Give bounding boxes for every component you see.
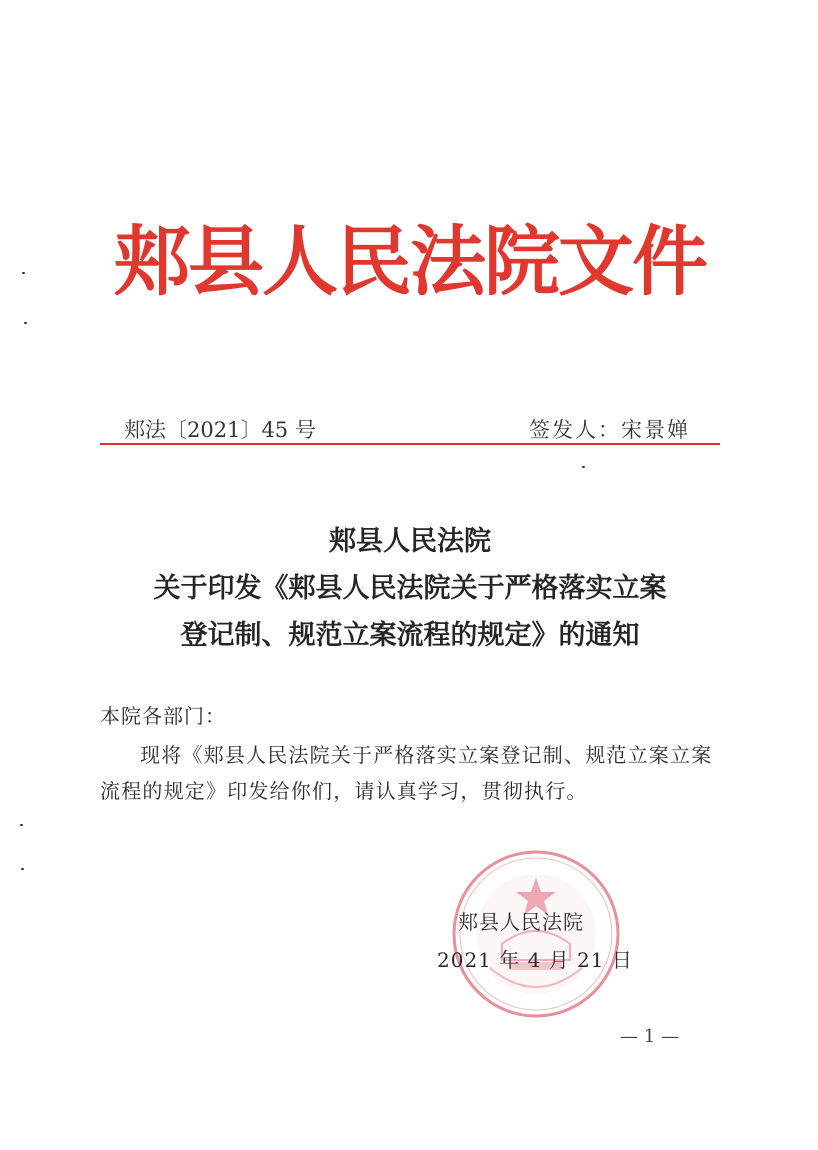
signature-organization: 郏县人民法院 xyxy=(458,910,584,934)
body-text xyxy=(100,737,720,809)
document-header-title: 郏县人民法院文件 xyxy=(114,217,706,306)
notice-title xyxy=(80,518,740,659)
document-meta-line xyxy=(100,410,720,444)
salutation: 本院各部门： xyxy=(100,704,226,728)
scan-speck xyxy=(22,272,25,274)
document-number: 郏法〔2021〕45 号 xyxy=(124,418,316,442)
signature-date: 2021 年 4 月 21 日 xyxy=(437,948,633,972)
scan-speck xyxy=(582,466,585,468)
notice-title-line-1: 郏县人民法院 xyxy=(329,526,491,557)
scan-speck xyxy=(21,868,24,870)
body-paragraph: 现将《郏县人民法院关于严格落实立案登记制、规范立案立案流程的规定》印发给你们，请认真学习，贯彻执行。 xyxy=(100,743,713,803)
red-divider-line xyxy=(100,443,720,445)
scan-speck xyxy=(24,322,27,324)
notice-title-line-2: 关于印发《郏县人民法院关于严格落实立案 xyxy=(153,573,667,604)
document-signer: 签发人：宋景婵 xyxy=(529,418,690,442)
page-number: — 1 — xyxy=(620,1026,679,1047)
scan-speck xyxy=(20,824,23,826)
notice-title-line-3: 登记制、规范立案流程的规定》的通知 xyxy=(180,620,640,651)
